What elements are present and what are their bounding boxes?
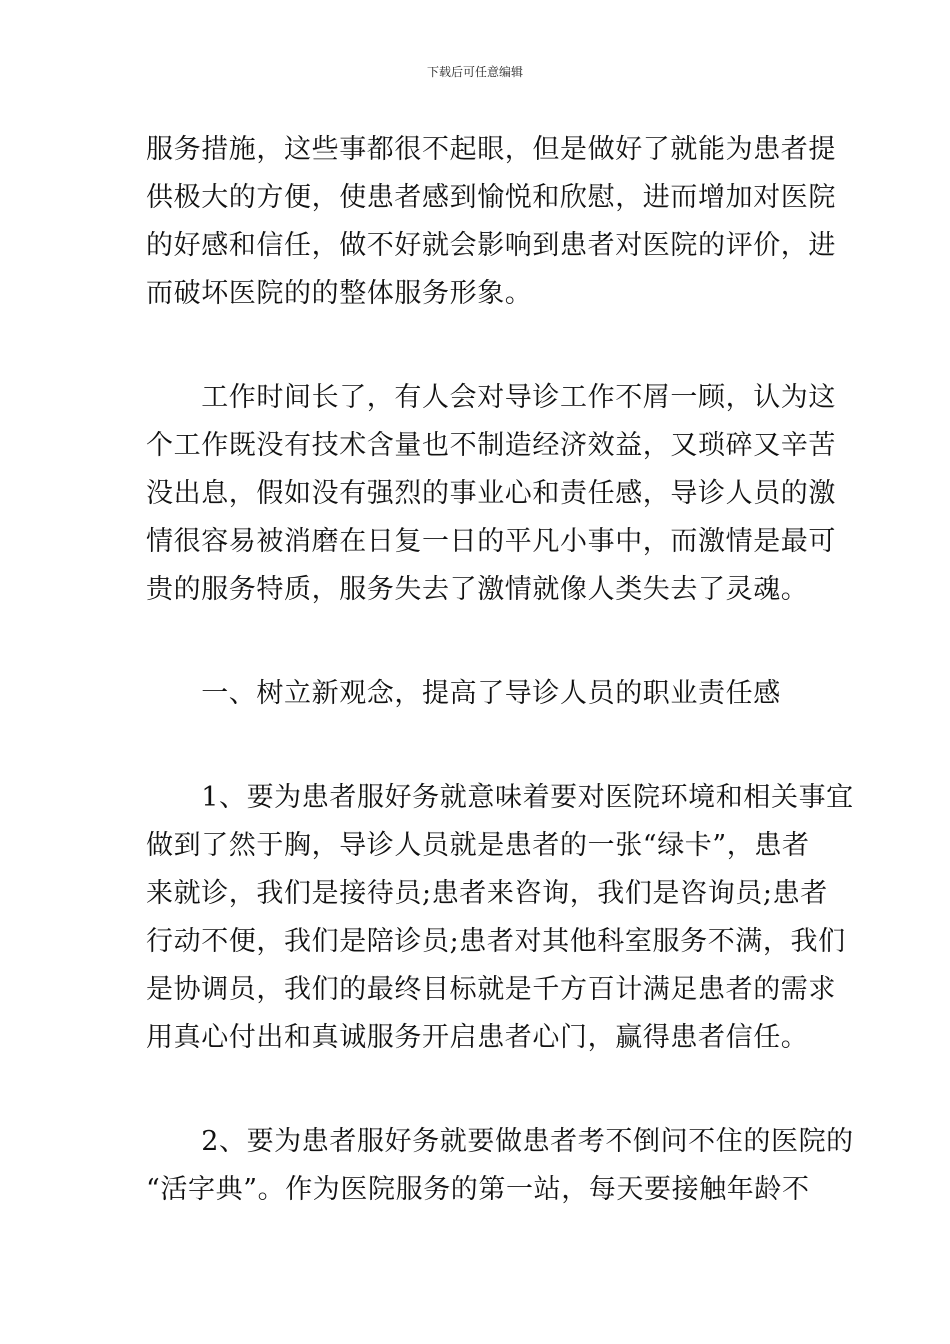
paragraph-2-line-2: 个工作既没有技术含量也不制造经济效益，又琐碎又辛苦 — [146, 430, 836, 461]
paragraph-5-line-1: 2、要为患者服好务就要做患者考不倒问不住的医院的 — [146, 1126, 854, 1157]
paragraph-4-line-6: 用真心付出和真诚服务开启患者心门，赢得患者信任。 — [146, 1022, 809, 1053]
paragraph-2-line-4: 情很容易被消磨在日复一日的平凡小事中，而激情是最可 — [146, 526, 836, 557]
paragraph-2-line-5: 贵的服务特质，服务失去了激情就像人类失去了灵魂。 — [146, 574, 809, 605]
paragraph-1-line-1: 服务措施，这些事都很不起眼，但是做好了就能为患者提 — [146, 134, 836, 165]
paragraph-4-line-2: 做到了然于胸，导诊人员就是患者的一张“绿卡”，患者 — [146, 830, 810, 861]
paragraph-4-line-4: 行动不便，我们是陪诊员;患者对其他科室服务不满，我们 — [146, 926, 846, 957]
paragraph-1-line-4: 而破坏医院的的整体服务形象。 — [146, 278, 533, 309]
paragraph-4-line-1: 1、要为患者服好务就意味着要对医院环境和相关事宜 — [146, 782, 854, 813]
paragraph-5-line-2: “活字典”。作为医院服务的第一站，每天要接触年龄不 — [146, 1174, 810, 1205]
paragraph-4-line-3: 来就诊，我们是接待员;患者来咨询，我们是咨询员;患者 — [146, 878, 828, 909]
page-header: 下载后可任意编辑 — [426, 65, 523, 79]
paragraph-2-line-1: 工作时间长了，有人会对导诊工作不屑一顾，认为这 — [146, 382, 836, 413]
paragraph-2-line-3: 没出息，假如没有强烈的事业心和责任感，导诊人员的激 — [146, 478, 836, 509]
section-heading: 一、树立新观念，提高了导诊人员的职业责任感 — [146, 678, 781, 709]
paragraph-4-line-5: 是协调员，我们的最终目标就是千方百计满足患者的需求 — [146, 974, 836, 1005]
paragraph-1-line-2: 供极大的方便，使患者感到愉悦和欣慰，进而增加对医院 — [146, 182, 836, 213]
paragraph-1-line-3: 的好感和信任，做不好就会影响到患者对医院的评价，进 — [146, 230, 836, 261]
